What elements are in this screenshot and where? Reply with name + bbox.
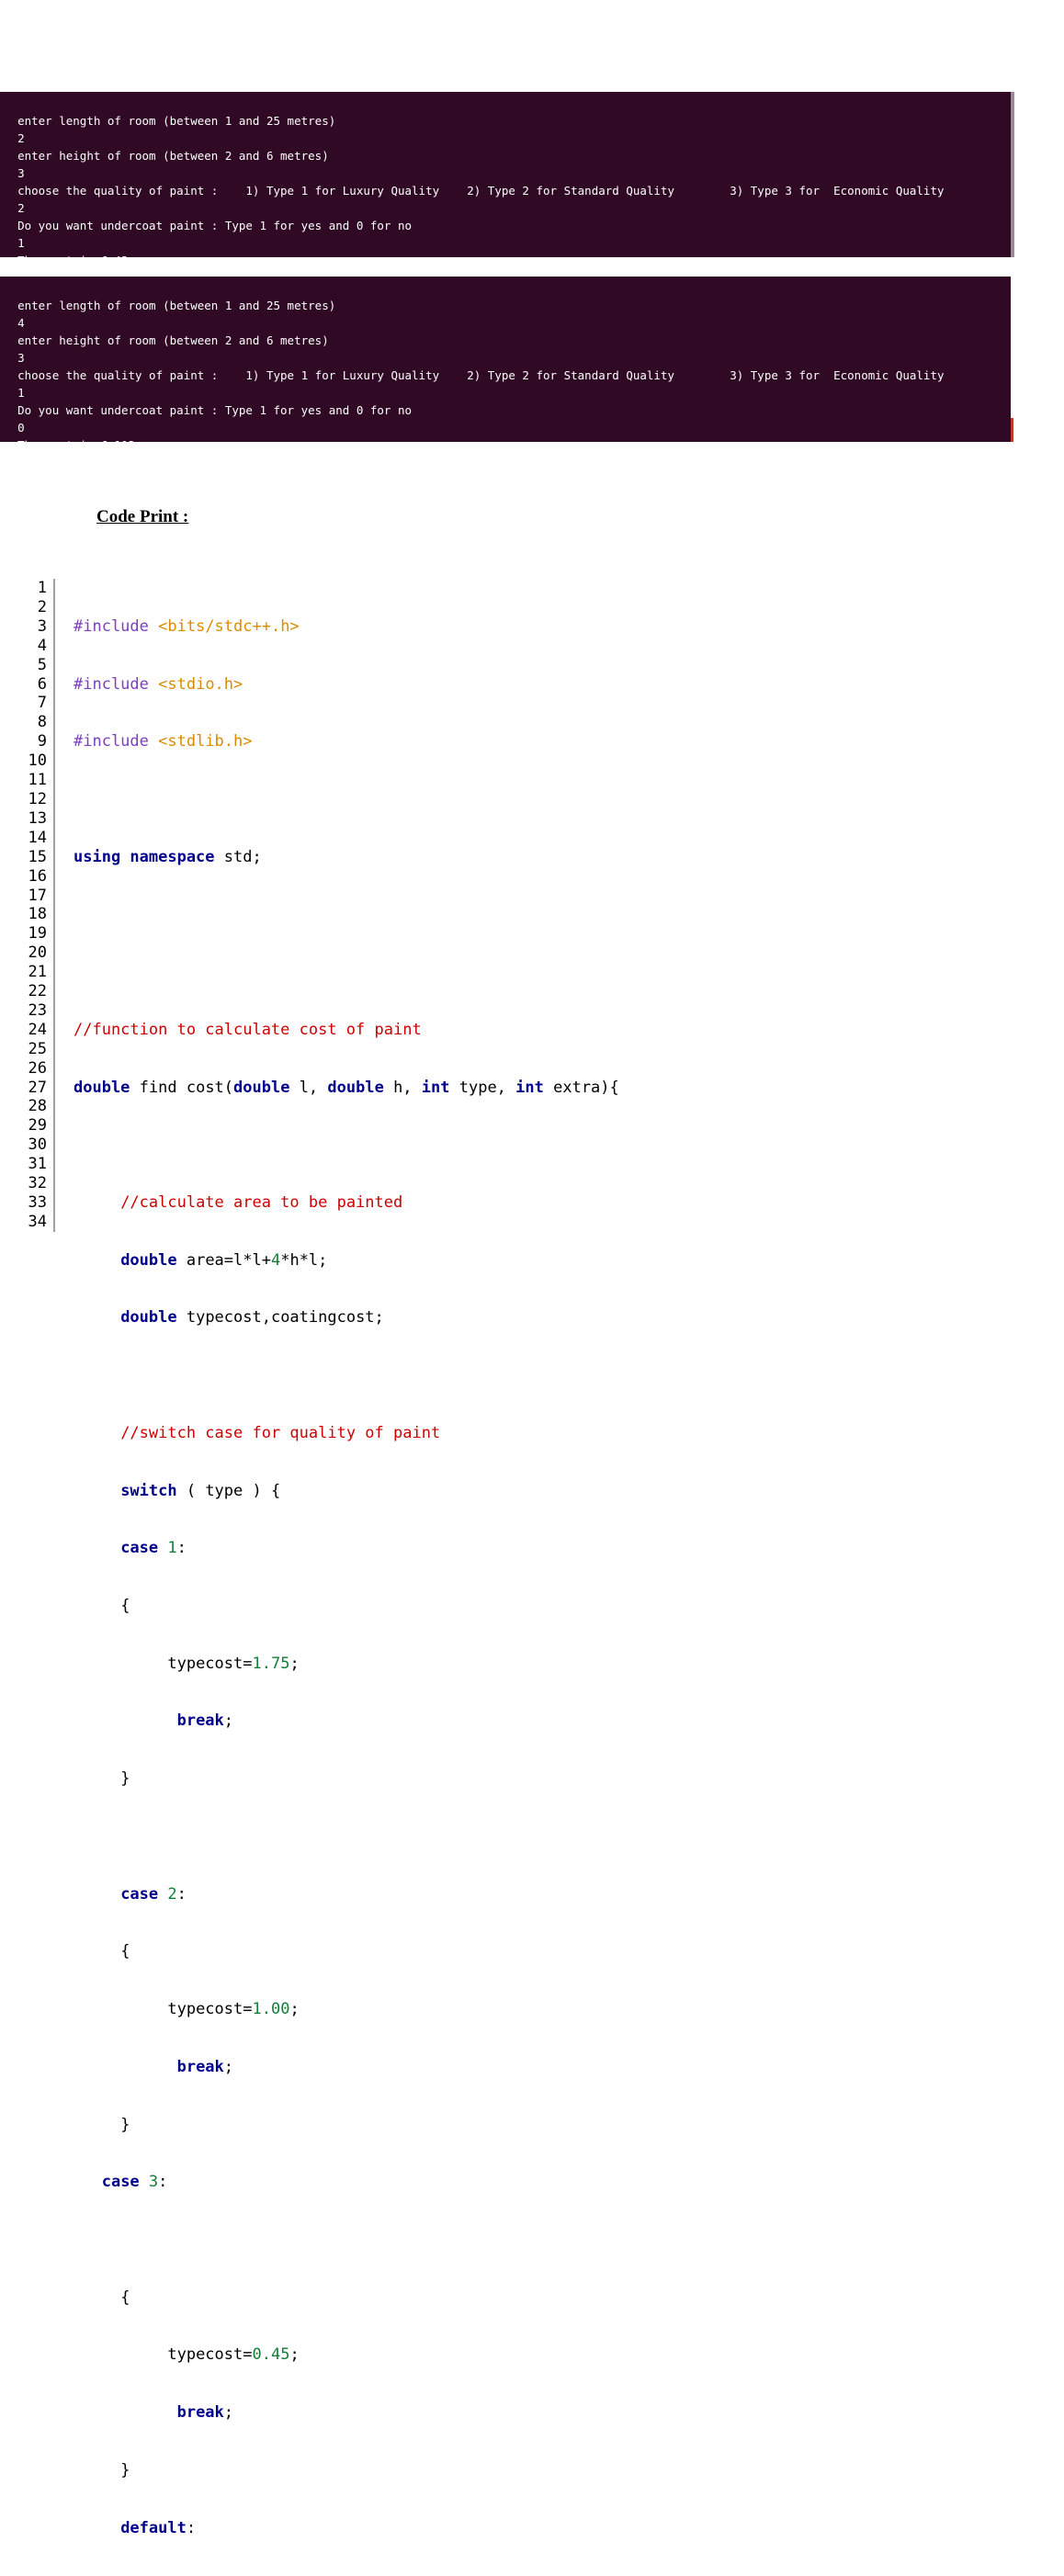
plain-token: : — [158, 2173, 168, 2192]
code-line — [74, 1769, 1020, 1789]
preprocessor-token: #include — [74, 674, 149, 694]
line-number: 29 — [28, 1116, 47, 1135]
line-number: 20 — [28, 943, 47, 963]
code-line — [74, 2116, 1020, 2135]
keyword-token: case — [120, 1884, 159, 1904]
preprocessor-token: #include — [74, 616, 149, 636]
number-token: 1.00 — [252, 2000, 290, 2019]
line-number: 34 — [28, 1212, 47, 1231]
code-line — [74, 1712, 1020, 1731]
code-line — [74, 1308, 1020, 1328]
code-listing — [0, 579, 1020, 2576]
keyword-token: int — [515, 1078, 544, 1097]
line-number: 26 — [28, 1058, 47, 1078]
plain-token: l, — [289, 1078, 328, 1097]
keyword-token: break — [176, 2403, 224, 2423]
number-token: 0.45 — [252, 2345, 290, 2365]
line-number: 31 — [28, 1155, 47, 1174]
line-number: 19 — [28, 924, 47, 943]
code-line — [74, 2519, 1020, 2538]
line-number: 23 — [28, 1000, 47, 1020]
line-number: 18 — [28, 905, 47, 924]
terminal-line: 2 — [17, 201, 25, 215]
keyword-token: using namespace — [74, 847, 215, 866]
terminal-line: enter height of room (between 2 and 6 metres) — [17, 149, 329, 163]
terminal-line: 1 — [17, 236, 25, 250]
include-path-token: <bits/stdc++.h> — [158, 616, 300, 636]
plain-token: find cost( — [139, 1078, 234, 1097]
comment-token: //calculate area to be painted — [120, 1193, 403, 1212]
terminal-line: choose the quality of paint : 1) Type 1 for Luxury Quality 2) Type 2 for Standard Quality 3) Type 3 for Economic Quality — [17, 368, 945, 382]
plain-token: std; — [223, 847, 262, 866]
line-number: 27 — [28, 1078, 47, 1097]
code-line — [74, 2231, 1020, 2250]
code-line — [74, 2173, 1020, 2192]
keyword-token: double — [233, 1078, 290, 1097]
code-line — [74, 963, 1020, 982]
plain-token: type, — [449, 1078, 516, 1097]
plain-token: : — [176, 1884, 187, 1904]
plain-token: typecost= — [167, 1654, 253, 1673]
terminal-output-run-2 — [0, 277, 1011, 452]
plain-token: typecost= — [167, 2000, 253, 2019]
line-number: 16 — [28, 866, 47, 886]
code-line — [74, 675, 1020, 695]
terminal-line: The cost is £ 112 — [17, 438, 135, 452]
line-number: 32 — [28, 1174, 47, 1193]
code-line — [74, 2403, 1020, 2423]
terminal-cursor-edge — [1011, 418, 1013, 442]
keyword-token: switch — [120, 1481, 177, 1500]
code-line — [74, 1021, 1020, 1040]
plain-token: h, — [383, 1078, 422, 1097]
line-number: 5 — [37, 655, 47, 674]
plain-token: : — [176, 1539, 187, 1558]
keyword-token: double — [120, 1250, 177, 1270]
code-line — [74, 2345, 1020, 2365]
plain-token: } — [120, 2460, 130, 2480]
terminal-line: 0 — [17, 421, 25, 435]
line-number: 2 — [37, 597, 47, 616]
keyword-token: int — [421, 1078, 450, 1097]
line-number: 12 — [28, 789, 47, 808]
line-number: 13 — [28, 808, 47, 828]
keyword-token: case — [101, 2173, 140, 2192]
line-number: 24 — [28, 1020, 47, 1039]
plain-token: extra){ — [543, 1078, 619, 1097]
line-number: 3 — [37, 616, 47, 636]
line-number: 9 — [37, 732, 47, 751]
terminal-right-edge — [1011, 92, 1014, 257]
terminal-line: 4 — [17, 316, 25, 330]
code-line — [74, 2461, 1020, 2480]
code-line — [74, 2000, 1020, 2019]
code-line — [74, 1193, 1020, 1213]
line-number: 11 — [28, 771, 47, 790]
plain-token: : — [186, 2518, 197, 2537]
line-number: 8 — [37, 713, 47, 732]
terminal-line: enter length of room (between 1 and 25 metres) — [17, 114, 336, 128]
plain-token: ; — [289, 1654, 300, 1673]
code-line — [74, 1424, 1020, 1443]
keyword-token: default — [120, 2518, 187, 2537]
terminal-line: 2 — [17, 131, 25, 145]
keyword-token: double — [120, 1308, 177, 1328]
line-number: 30 — [28, 1135, 47, 1155]
code-line — [74, 1366, 1020, 1385]
code-line — [74, 732, 1020, 751]
code-line — [74, 1135, 1020, 1155]
comment-token: //function to calculate cost of paint — [74, 1020, 422, 1039]
plain-token: { — [120, 1942, 130, 1961]
plain-token: ; — [289, 2345, 300, 2365]
code-line — [74, 1079, 1020, 1098]
include-path-token: <stdlib.h> — [158, 732, 253, 751]
plain-token: ; — [223, 2057, 234, 2076]
terminal-line: 3 — [17, 351, 25, 365]
terminal-line: Do you want undercoat paint : Type 1 for yes and 0 for no — [17, 219, 413, 232]
line-number: 28 — [28, 1097, 47, 1116]
plain-token: *h*l; — [280, 1250, 328, 1270]
line-number: 6 — [37, 674, 47, 694]
code-line — [74, 848, 1020, 867]
terminal-line: 3 — [17, 166, 25, 180]
line-number: 33 — [28, 1193, 47, 1212]
plain-token: } — [120, 2115, 130, 2134]
terminal-line: enter length of room (between 1 and 25 metres) — [17, 299, 336, 312]
terminal-line: Do you want undercoat paint : Type 1 for yes and 0 for no — [17, 403, 413, 417]
number-token: 1 — [167, 1539, 177, 1558]
line-number: 25 — [28, 1039, 47, 1058]
number-token: 1.75 — [252, 1654, 290, 1673]
plain-token: area=l*l+ — [176, 1250, 271, 1270]
code-line — [74, 2288, 1020, 2308]
number-token: 3 — [148, 2173, 159, 2192]
code-line — [74, 1597, 1020, 1616]
line-number: 14 — [28, 828, 47, 847]
preprocessor-token: #include — [74, 732, 149, 751]
line-number: 10 — [28, 751, 47, 771]
code-line — [74, 2058, 1020, 2077]
number-token: 2 — [167, 1884, 177, 1904]
terminal-output-run-1 — [0, 92, 1011, 267]
plain-token: ( type ) { — [176, 1481, 281, 1500]
plain-token: typecost= — [167, 2345, 253, 2365]
keyword-token: double — [327, 1078, 384, 1097]
comment-token: //switch case for quality of paint — [120, 1423, 441, 1442]
code-print-heading: Code Print : — [96, 507, 189, 526]
code-line — [74, 1885, 1020, 1904]
terminal-line: choose the quality of paint : 1) Type 1 for Luxury Quality 2) Type 2 for Standard Quality 3) Type 3 for Economic Quality — [17, 184, 945, 198]
code-line — [74, 1827, 1020, 1847]
terminal-line: 1 — [17, 386, 25, 400]
line-number: 1 — [37, 579, 47, 597]
code-source-text — [55, 579, 1020, 2576]
number-token: 4 — [270, 1250, 281, 1270]
line-number-gutter — [0, 579, 55, 1232]
code-line — [74, 1942, 1020, 1961]
code-line — [74, 905, 1020, 924]
code-line — [74, 790, 1020, 809]
code-line — [74, 1251, 1020, 1271]
plain-token: { — [120, 2288, 130, 2307]
plain-token: typecost,coatingcost; — [176, 1308, 384, 1328]
keyword-token: break — [176, 1712, 224, 1731]
terminal-line: enter height of room (between 2 and 6 metres) — [17, 333, 329, 347]
line-number: 4 — [37, 636, 47, 655]
plain-token: ; — [223, 2403, 234, 2423]
line-number: 17 — [28, 886, 47, 905]
plain-token: { — [120, 1597, 130, 1616]
line-number: 22 — [28, 982, 47, 1001]
terminal-line: The cost is £ 42 — [17, 254, 129, 267]
keyword-token: double — [74, 1078, 130, 1097]
code-line — [74, 1539, 1020, 1558]
keyword-token: break — [176, 2057, 224, 2076]
code-line — [74, 617, 1020, 637]
line-number: 21 — [28, 963, 47, 982]
code-line — [74, 1482, 1020, 1501]
plain-token: ; — [289, 2000, 300, 2019]
plain-token: ; — [223, 1712, 234, 1731]
code-line — [74, 1655, 1020, 1674]
include-path-token: <stdio.h> — [158, 674, 243, 694]
plain-token: } — [120, 1769, 130, 1789]
line-number: 15 — [28, 847, 47, 866]
line-number: 7 — [37, 694, 47, 713]
keyword-token: case — [120, 1539, 159, 1558]
